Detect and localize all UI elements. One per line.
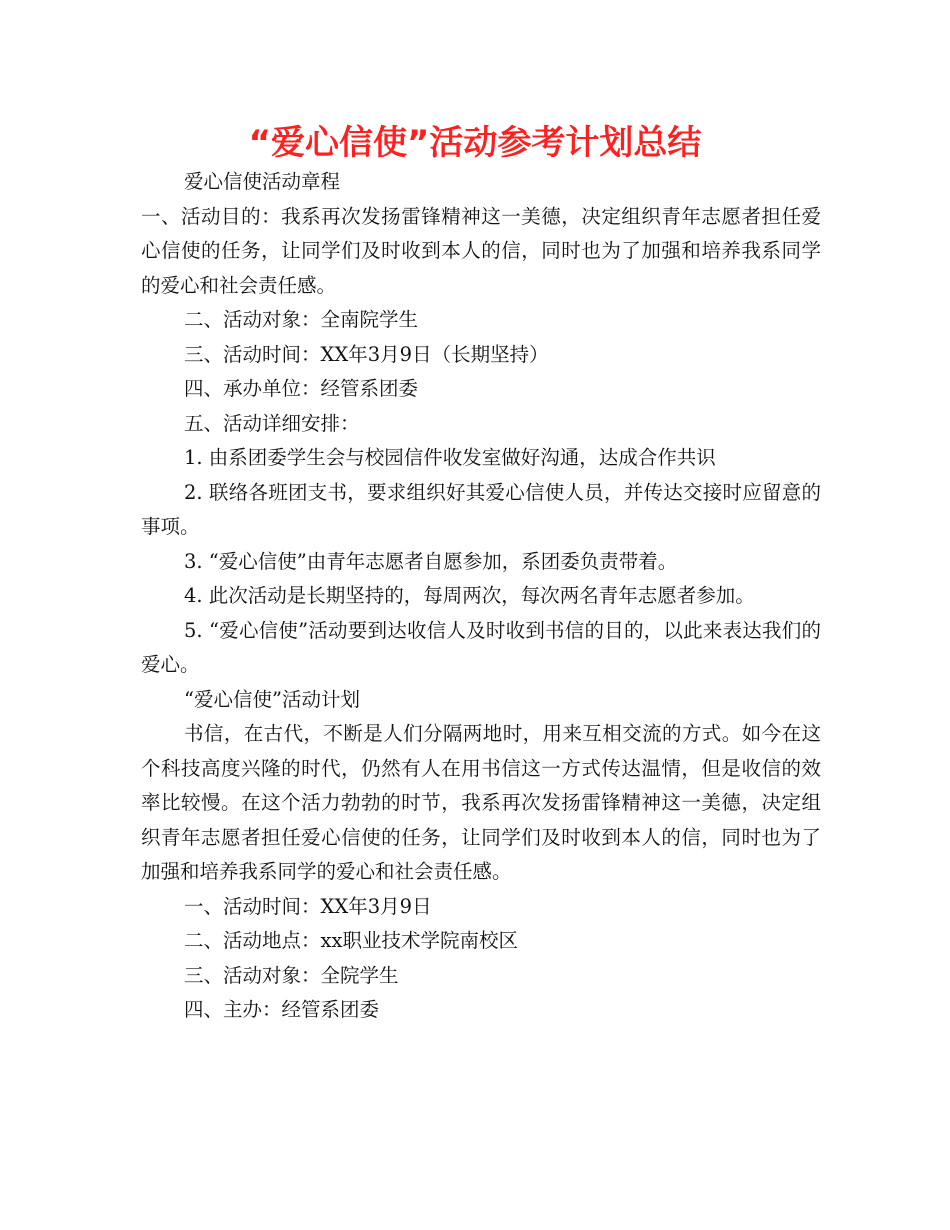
- paragraph-time: 三、活动时间：XX年3月9日（长期坚持）: [184, 342, 549, 366]
- list-item-2: 2. 联络各班团支书，要求组织好其爱心信使人员，并传达交接时应留意的事项。: [141, 480, 821, 538]
- paragraph-plan-intro: 书信，在古代，不断是人们分隔两地时，用来互相交流的方式。如今在这个科技高度兴隆的时代，仍然有人在用书信这一方式传达温情，但是收信的效率比较慢。在这个活力勃勃的时节，我系再次发扬雷锋精神这一美德，决定组织青年志愿者担任爱心信使的任务，让同学们及时收到本人的信，同时也为了加强和培养我系同学的爱心和社会责任感。: [141, 722, 821, 883]
- paragraph-plan-time: 一、活动时间：XX年3月9日: [184, 894, 432, 918]
- paragraph-plan-host: 四、主办：经管系团委: [184, 998, 380, 1021]
- paragraph-plan-target: 三、活动对象：全院学生: [184, 963, 399, 987]
- section-heading-plan: “爱心信使”活动计划: [184, 687, 360, 711]
- paragraph-organizer: 四、承办单位：经管系团委: [184, 377, 419, 400]
- document-title: “爱心信使”活动参考计划总结: [248, 123, 702, 163]
- paragraph-plan-location: 二、活动地点：xx职业技术学院南校区: [184, 929, 518, 952]
- section-heading-charter: 爱心信使活动章程: [184, 170, 341, 193]
- paragraph-arrangement-heading: 五、活动详细安排：: [184, 411, 360, 435]
- list-item-5: 5. “爱心信使”活动要到达收信人及时收到书信的目的，以此来表达我们的爱心。: [141, 618, 821, 676]
- list-item-4: 4. 此次活动是长期坚持的，每周两次，每次两名青年志愿者参加。: [184, 584, 755, 607]
- paragraph-purpose: 一、活动目的：我系再次发扬雷锋精神这一美德，决定组织青年志愿者担任爱心信使的任务，让同学们及时收到本人的信，同时也为了加强和培养我系同学的爱心和社会责任感。: [141, 204, 821, 297]
- paragraph-target: 二、活动对象：全南院学生: [184, 308, 419, 331]
- document-body: [141, 165, 821, 1028]
- list-item-1: 1. 由系团委学生会与校园信件收发室做好沟通，达成合作共识: [184, 446, 716, 469]
- list-item-3: 3. “爱心信使”由青年志愿者自愿参加，系团委负责带着。: [184, 549, 678, 573]
